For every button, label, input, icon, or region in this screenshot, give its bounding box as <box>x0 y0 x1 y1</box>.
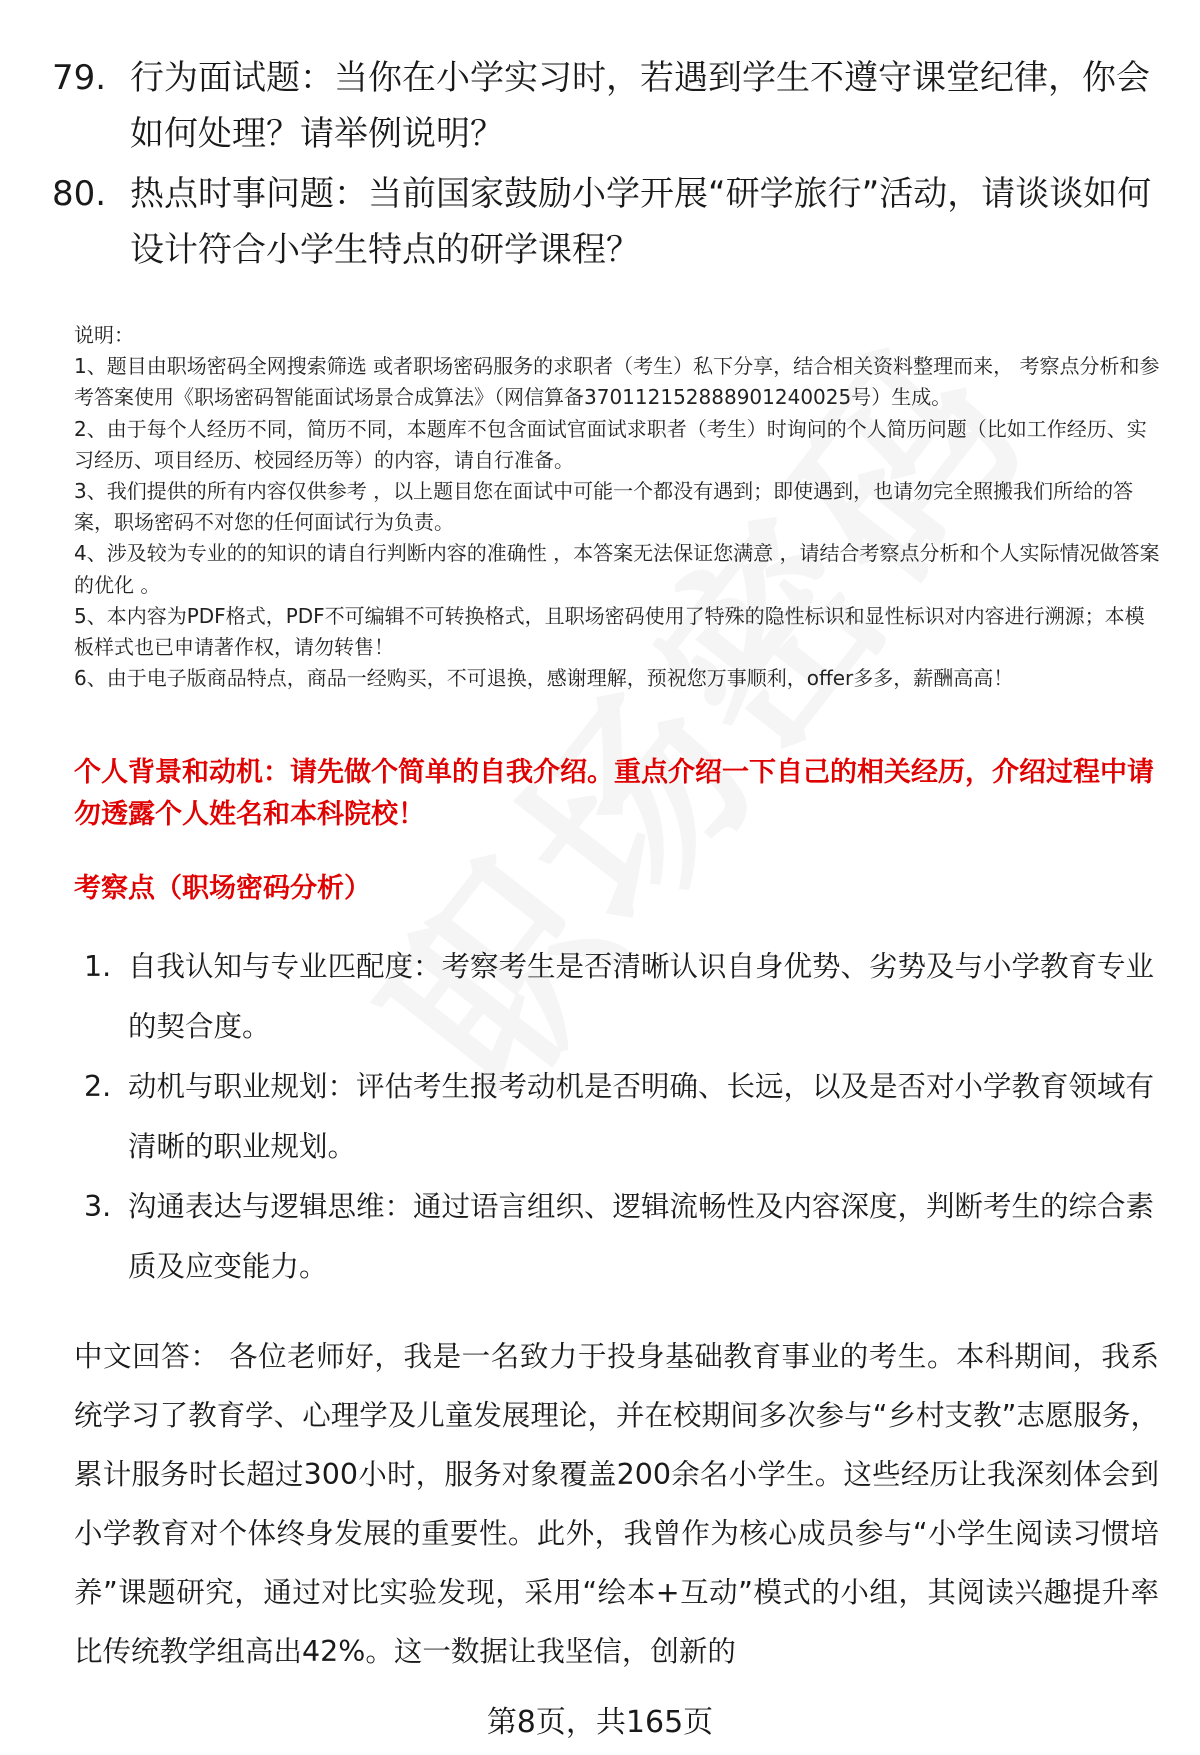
question-text: 热点时事问题：当前国家鼓励小学开展“研学旅行”活动，请谈谈如何设计符合小学生特点的研学课程？ <box>130 174 1152 270</box>
analysis-heading: 考察点（职场密码分析） <box>74 873 371 904</box>
note-item: 1、题目由职场密码全网搜索筛选 或者职场密码服务的求职者（考生）私下分享，结合相关资料整理而来， 考察点分析和参考答案使用《职场密码智能面试场景合成算法》（网信算备370112152888901240025号）生成。 <box>74 354 1160 410</box>
page-number: 第8页，共165页 <box>486 1705 714 1740</box>
interview-question-heading: 个人背景和动机：请先做个简单的自我介绍。重点介绍一下自己的相关经历，介绍过程中请勿透露个人姓名和本科院校！ <box>74 757 1154 830</box>
note-item: 2、由于每个人经历不同，简历不同，本题库不包含面试官面试求职者（考生）时询问的个人简历问题（比如工作经历、实习经历、项目经历、校园经历等）的内容，请自行准备。 <box>74 416 1147 472</box>
point-text: 动机与职业规划：评估考生报考动机是否明确、长远，以及是否对小学教育领域有清晰的职业规划。 <box>128 1070 1155 1163</box>
point-number: 1. <box>84 950 112 983</box>
point-number: 2. <box>84 1070 112 1103</box>
question-79 <box>52 50 1162 162</box>
analysis-point <box>84 1057 1159 1177</box>
question-number: 79. <box>52 58 107 98</box>
question-80 <box>52 166 1162 278</box>
answer-paragraph: 中文回答： 各位老师好，我是一名致力于投身基础教育事业的考生。本科期间，我系统学习了教育学、心理学及儿童发展理论，并在校期间多次参与“乡村支教”志愿服务，累计服务时长超过300小时，服务对象覆盖200余名小学生。这些经历让我深刻体会到小学教育对个体终身发展的重要性。此外，我曾作为核心成员参与“小学生阅读习惯培养”课题研究，通过对比实验发现，采用“绘本+互动”模式的小组，其阅读兴趣提升率比传统教学组高出42%。这一数据让我坚信，创新的 <box>74 1340 1159 1668</box>
notes-section <box>74 320 1164 694</box>
analysis-point <box>84 1177 1159 1297</box>
point-text: 沟通表达与逻辑思维：通过语言组织、逻辑流畅性及内容深度，判断考生的综合素质及应变能力。 <box>128 1190 1155 1283</box>
note-item: 6、由于电子版商品特点，商品一经购买，不可退换，感谢理解，预祝您万事顺利，offer多多，薪酬高高！ <box>74 666 1014 691</box>
note-item: 5、本内容为PDF格式，PDF不可编辑不可转换格式，且职场密码使用了特殊的隐性标识和显性标识对内容进行溯源；本模板样式也已申请著作权，请勿转售！ <box>74 603 1145 660</box>
point-text: 自我认知与专业匹配度：考察考生是否清晰认识自身优势、劣势及与小学教育专业的契合度。 <box>128 950 1155 1043</box>
note-item: 4、涉及较为专业的的知识的请自行判断内容的准确性 ，本答案无法保证您满意 ，请结合考察点分析和个人实际情况做答案的优化 。 <box>74 541 1160 597</box>
analysis-list <box>84 937 1159 1297</box>
analysis-point <box>84 937 1159 1057</box>
note-item: 3、我们提供的所有内容仅供参考 ，以上题目您在面试中可能一个都没有遇到；即使遇到，也请勿完全照搬我们所给的答案，职场密码不对您的任何面试行为负责。 <box>74 479 1134 535</box>
notes-title: 说明： <box>74 323 134 347</box>
point-number: 3. <box>84 1190 112 1223</box>
question-number: 80. <box>52 174 107 214</box>
question-text: 行为面试题：当你在小学实习时，若遇到学生不遵守课堂纪律，你会如何处理？请举例说明？ <box>130 58 1150 154</box>
